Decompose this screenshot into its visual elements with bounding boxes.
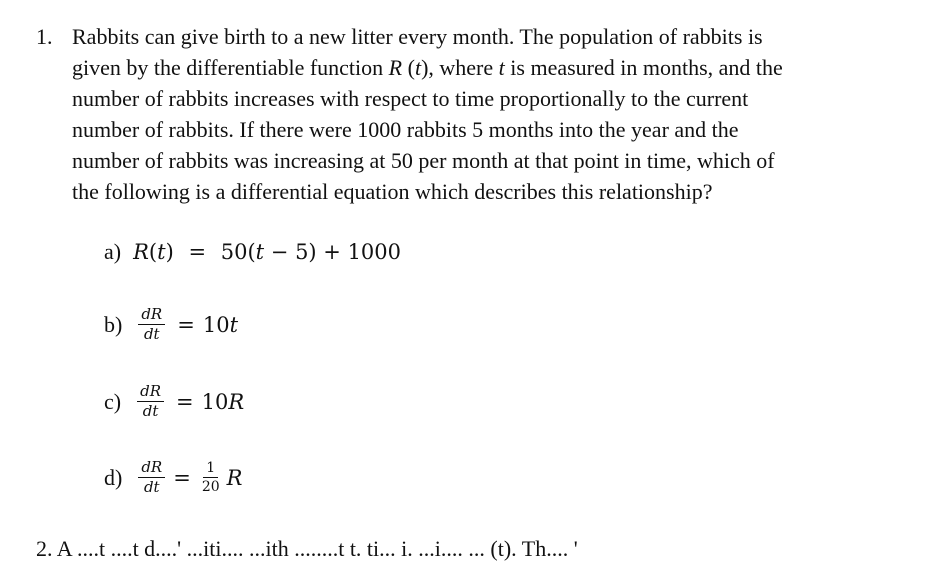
coefficient: 10 — [201, 389, 229, 414]
derivative-fraction — [138, 306, 165, 343]
question-number: 1. — [36, 24, 53, 49]
coefficient-fraction — [199, 460, 223, 495]
equals-sign: = — [188, 240, 207, 264]
function-symbol: R — [133, 240, 149, 264]
fraction-numerator: dR — [138, 306, 165, 325]
option-a-equation — [133, 240, 401, 264]
question-text-segment: given by the differentiable function — [72, 55, 389, 80]
expression-part: 50( — [220, 240, 256, 264]
question-line-2 — [72, 52, 902, 83]
equals-sign: = — [173, 465, 191, 490]
paren: ) — [165, 240, 174, 264]
question-text-segment: number of rabbits increases with respect to time proportionally to the current — [72, 86, 749, 111]
derivative-fraction — [137, 383, 164, 420]
variable-symbol: t — [414, 55, 422, 80]
variable-symbol: t — [157, 240, 166, 264]
question-text-segment: number of rabbits. If there were 1000 rabbits 5 months into the year and the — [72, 117, 739, 142]
option-a[interactable] — [104, 239, 401, 265]
next-question-fragment: 2. A ....t ....t d....' ...iti.... ...ith ........t t. ti... i. ...i.... ... (t). Th.... ' — [36, 536, 578, 561]
question-text-segment: is measured in months, and the — [504, 55, 783, 80]
fraction-numerator: dR — [138, 459, 165, 478]
option-c-rhs — [202, 390, 245, 414]
option-b[interactable] — [104, 306, 238, 343]
fraction-denominator: dt — [142, 402, 159, 420]
variable-symbol: R — [228, 389, 245, 414]
option-d[interactable] — [104, 459, 242, 496]
fraction-numerator: 1 — [203, 460, 218, 478]
equals-sign: = — [177, 312, 195, 337]
paren: ( — [148, 240, 158, 264]
option-label: b) — [104, 311, 123, 337]
fraction-denominator: 20 — [201, 479, 220, 495]
expression-part: − 5) + 1000 — [264, 240, 402, 264]
fraction-numerator: dR — [137, 383, 164, 402]
option-label: a) — [104, 239, 122, 264]
question-line-1 — [72, 21, 902, 52]
option-b-rhs — [203, 313, 238, 337]
option-label: d) — [104, 464, 123, 490]
question-text-segment: the following is a differential equation which describes this relationship? — [72, 179, 713, 204]
option-label: c) — [104, 388, 122, 414]
variable-symbol: t — [229, 312, 239, 337]
fraction-denominator: dt — [143, 478, 160, 496]
variable-symbol: t — [255, 240, 265, 264]
question-line-3 — [72, 83, 902, 114]
question-text-segment: number of rabbits was increasing at 50 per month at that point in time, which of — [72, 148, 775, 173]
function-symbol: R — [388, 55, 403, 80]
derivative-fraction — [138, 459, 165, 496]
option-c[interactable] — [104, 383, 244, 420]
question-line-5 — [72, 145, 902, 176]
question-line-6 — [72, 176, 902, 207]
coefficient: 10 — [202, 312, 230, 337]
variable-symbol: R — [226, 465, 243, 490]
equals-sign: = — [176, 389, 194, 414]
question-text-segment: ( — [402, 55, 415, 80]
question-text-segment: Rabbits can give birth to a new litter every month. The population of rabbits is — [72, 24, 763, 49]
question-text-segment: ), where — [421, 55, 499, 80]
question-line-4 — [72, 114, 902, 145]
question-text — [72, 21, 902, 207]
fraction-denominator: dt — [143, 325, 160, 343]
variable-symbol: t — [498, 55, 505, 80]
